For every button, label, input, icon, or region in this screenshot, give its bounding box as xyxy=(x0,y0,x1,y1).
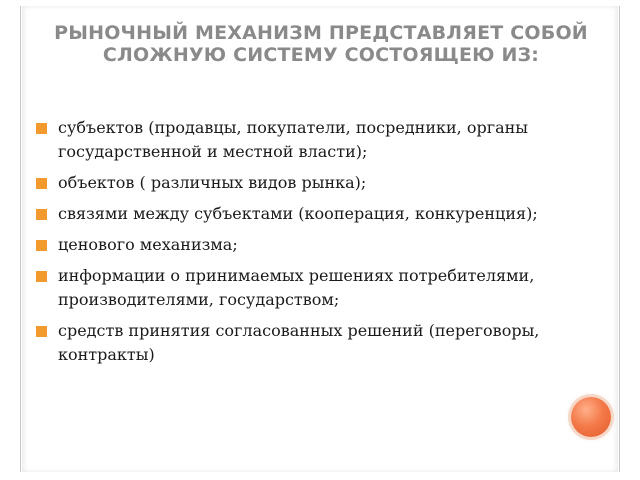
square-bullet-icon xyxy=(36,123,47,134)
list-item-text: ценового механизма; xyxy=(58,235,238,254)
list-item-text: средств принятия согласованных решений (переговоры, контракты) xyxy=(58,321,540,364)
list-item xyxy=(36,233,556,257)
square-bullet-icon xyxy=(36,240,47,251)
list-item xyxy=(36,171,556,195)
bullet-list xyxy=(36,116,556,374)
list-item-text: объектов ( различных видов рынка); xyxy=(58,173,367,192)
list-item xyxy=(36,264,556,312)
list-item-text: субъектов (продавцы, покупатели, посредники, органы государственной и местной власти); xyxy=(58,118,529,161)
square-bullet-icon xyxy=(36,209,47,220)
square-bullet-icon xyxy=(36,178,47,189)
list-item-text: информации о принимаемых решениях потребителями, производителями, государством; xyxy=(58,266,535,309)
list-item xyxy=(36,116,556,164)
list-item xyxy=(36,202,556,226)
square-bullet-icon xyxy=(36,271,47,282)
list-item xyxy=(36,319,556,367)
square-bullet-icon xyxy=(36,326,47,337)
slide-title: РЫНОЧНЫЙ МЕХАНИЗМ ПРЕДСТАВЛЯЕТ СОБОЙ СЛОЖНУЮ СИСТЕМУ СОСТОЯЩЕЮ ИЗ: xyxy=(54,22,588,66)
decorative-orb-icon xyxy=(571,397,611,437)
list-item-text: связями между субъектами (кооперация, конкуренция); xyxy=(58,204,538,223)
